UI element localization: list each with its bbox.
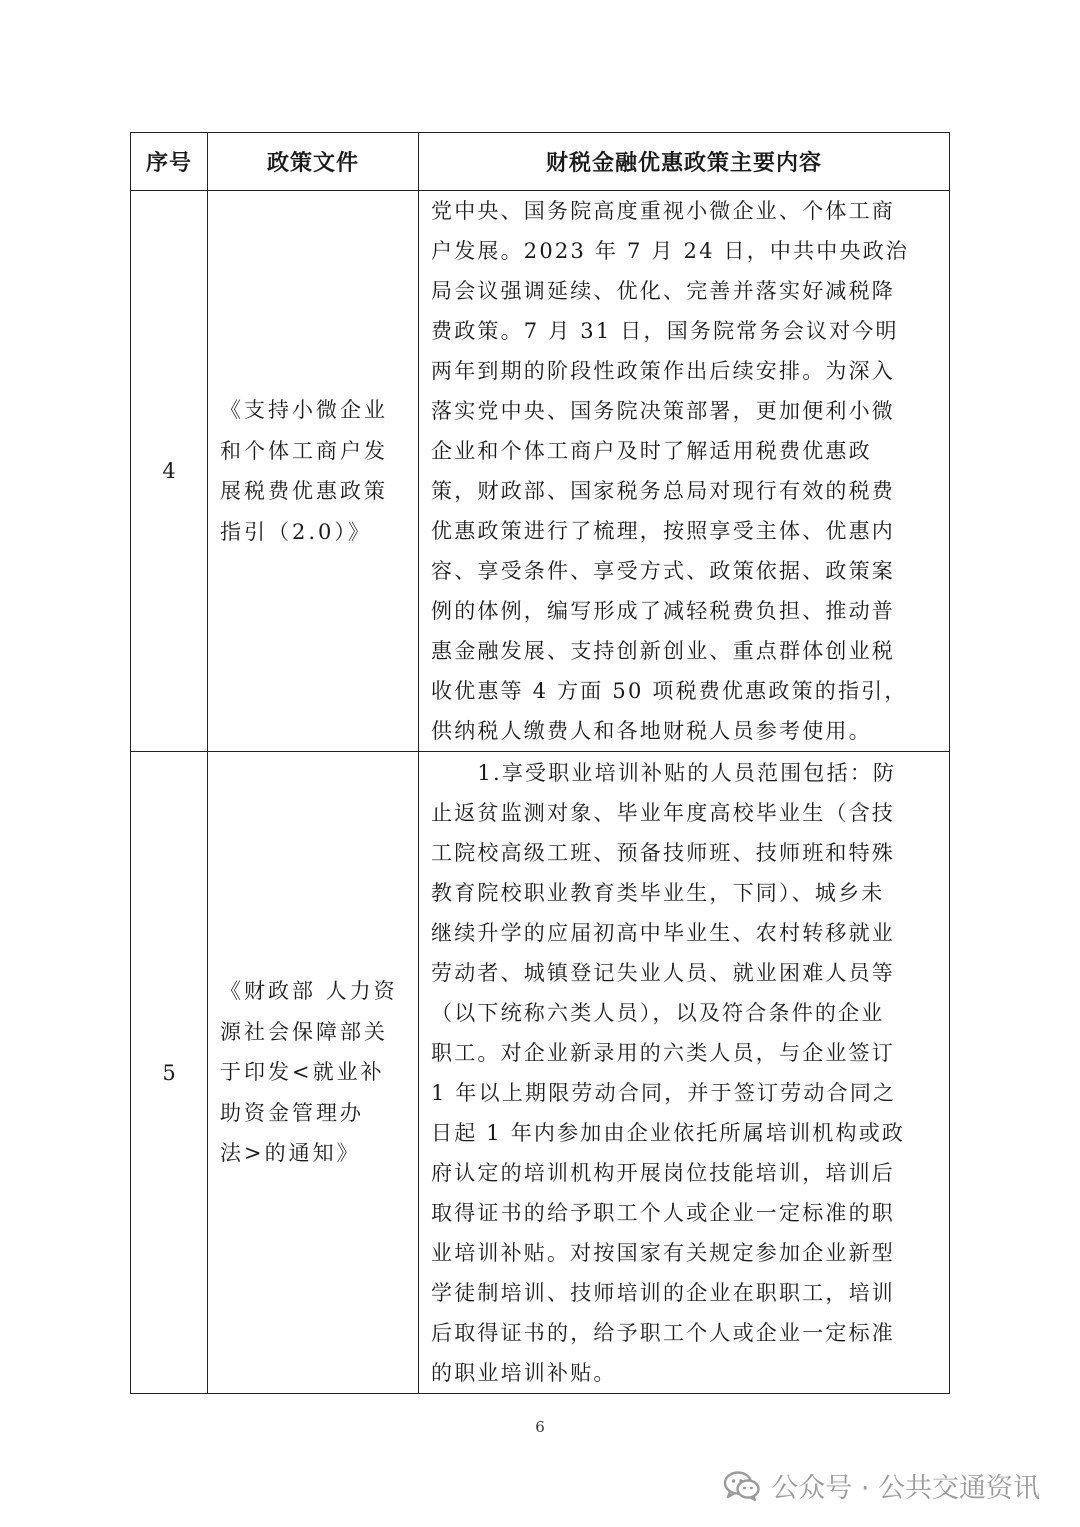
content-line: （以下统称六类人员），以及符合条件的企业 <box>431 1000 885 1025</box>
content-line: 学徒制培训、技师培训的企业在职职工，培训 <box>431 1280 895 1305</box>
policy-document-line: 和个体工商户发 <box>220 438 388 463</box>
policy-document-line: 于印发<就业补 <box>220 1060 385 1085</box>
content-line: 户发展。2023 年 7 月 24 日，中共中央政治 <box>431 239 910 263</box>
policy-document-cell <box>208 191 419 752</box>
content-line: 例的体例，编写形成了减轻税费负担、推动普 <box>431 599 895 623</box>
content-line: 劳动者、城镇登记失业人员、就业困难人员等 <box>431 960 895 985</box>
table-row <box>131 752 950 1394</box>
policy-document-line: 法>的通知》 <box>220 1141 361 1166</box>
policy-document-line: 助资金管理办 <box>220 1100 364 1125</box>
content-line: 策，财政部、国家税务总局对现行有效的税费 <box>431 479 895 503</box>
policy-content-cell <box>419 752 950 1394</box>
content-line: 府认定的培训机构开展岗位技能培训，培训后 <box>431 1160 895 1185</box>
content-line: 惠金融发展、支持创新创业、重点群体创业税 <box>431 639 895 663</box>
policy-document-line: 源社会保障部关 <box>220 1019 388 1044</box>
header-index: 序号 <box>131 133 208 191</box>
content-line: 取得证书的给予职工个人或企业一定标准的职 <box>431 1200 895 1225</box>
content-line: 教育院校职业教育类毕业生，下同）、城乡未 <box>431 880 885 905</box>
content-line: 继续升学的应届初高中毕业生、农村转移就业 <box>431 920 895 945</box>
content-line: 落实党中央、国务院决策部署，更加便利小微 <box>431 399 895 423</box>
content-line: 两年到期的阶段性政策作出后续安排。为深入 <box>431 359 895 383</box>
watermark <box>723 1466 1040 1505</box>
content-line: 费政策。7 月 31 日，国务院常务会议对今明 <box>431 319 899 343</box>
page-number: 6 <box>535 1418 545 1436</box>
content-line: 业培训补贴。对按国家有关规定参加企业新型 <box>431 1240 895 1265</box>
table-row <box>131 191 950 752</box>
policy-document-cell <box>208 752 419 1394</box>
content-line: 局会议强调延续、优化、完善并落实好减税降 <box>431 279 895 303</box>
content-line: 的职业培训补贴。 <box>431 1360 617 1385</box>
content-line: 工院校高级工班、预备技师班、技师班和特殊 <box>431 840 895 865</box>
table-header-row <box>131 133 950 191</box>
content-line: 1 年以上期限劳动合同，并于签订劳动合同之 <box>431 1080 897 1105</box>
header-content: 财税金融优惠政策主要内容 <box>419 133 950 191</box>
content-line: 优惠政策进行了梳理，按照享受主体、优惠内 <box>431 519 895 543</box>
row-index: 5 <box>131 752 208 1394</box>
policy-table <box>130 132 950 1394</box>
content-line: 日起 1 年内参加由企业依托所属培训机构或政 <box>431 1120 906 1145</box>
content-line: 收优惠等 4 方面 50 项税费优惠政策的指引， <box>431 679 908 703</box>
content-line: 职工。对企业新录用的六类人员，与企业签订 <box>431 1040 895 1065</box>
content-line: 止返贫监测对象、毕业年度高校毕业生（含技 <box>431 800 895 825</box>
content-line: 1.享受职业培训补贴的人员范围包括：防 <box>431 760 897 785</box>
wechat-icon <box>723 1470 761 1502</box>
policy-document-line: 《支持小微企业 <box>220 398 388 422</box>
policy-content-cell <box>419 191 950 752</box>
content-line: 企业和个体工商户及时了解适用税费优惠政 <box>431 439 872 463</box>
policy-document-line: 《财政部 人力资 <box>220 979 398 1004</box>
content-line: 容、享受条件、享受方式、政策依据、政策案 <box>431 559 895 583</box>
content-line: 供纳税人缴费人和各地财税人员参考使用。 <box>431 719 872 743</box>
policy-document-line: 展税费优惠政策 <box>220 479 388 503</box>
content-line: 后取得证书的，给予职工个人或企业一定标准 <box>431 1320 895 1345</box>
policy-document-line: 指引（2.0）》 <box>220 519 372 544</box>
watermark-text: 公众号 · 公共交通资讯 <box>771 1473 1040 1504</box>
content-line: 党中央、国务院高度重视小微企业、个体工商 <box>431 199 895 223</box>
header-document: 政策文件 <box>208 133 419 191</box>
row-index: 4 <box>131 191 208 752</box>
